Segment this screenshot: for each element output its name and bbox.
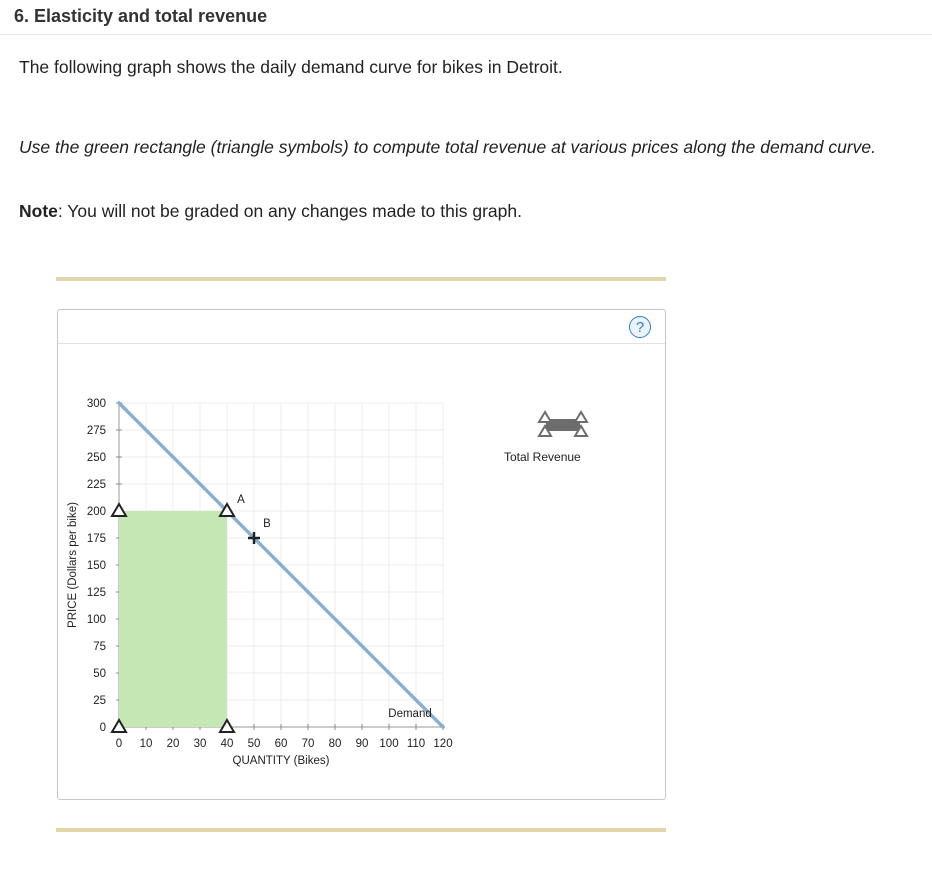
title-divider — [0, 34, 932, 35]
y-tick-label-75: 75 — [93, 641, 106, 653]
y-tick-label-50: 50 — [93, 668, 106, 680]
x-tick-label-50: 50 — [247, 738, 261, 750]
y-tick-label-200: 200 — [86, 506, 106, 518]
x-tick-label-10: 10 — [139, 738, 153, 750]
x-tick-label-0: 0 — [115, 738, 123, 750]
x-tick-label-40: 40 — [220, 738, 234, 750]
note-label: Note — [19, 201, 58, 221]
y-tick-label-225: 225 — [86, 479, 106, 491]
x-tick-label-30: 30 — [193, 738, 207, 750]
x-tick-label-20: 20 — [166, 738, 180, 750]
chart-marks — [112, 403, 443, 732]
point-b-label: B — [263, 518, 271, 530]
legend-handle-top-right[interactable] — [575, 412, 587, 422]
x-axis-label: QUANTITY (Bikes) — [232, 755, 330, 767]
y-tick-label-100: 100 — [86, 614, 106, 626]
y-tick-label-275: 275 — [86, 425, 106, 437]
demand-chart — [58, 310, 665, 799]
x-tick-label-110: 110 — [406, 738, 426, 750]
y-tick-label-175: 175 — [86, 533, 106, 545]
rectangle-handle-price[interactable] — [112, 504, 126, 516]
legend-handle-top-left[interactable] — [539, 412, 551, 422]
total-revenue-rectangle[interactable] — [119, 511, 227, 727]
intro-text: The following graph shows the daily demand curve for bikes in Detroit. — [19, 57, 563, 77]
x-tick-label-120: 120 — [433, 738, 453, 750]
top-divider — [56, 277, 666, 281]
y-tick-label-250: 250 — [86, 452, 106, 464]
x-tick-label-60: 60 — [274, 738, 288, 750]
y-tick-label-150: 150 — [86, 560, 106, 572]
instruction-text: Use the green rectangle (triangle symbols) to compute total revenue at various prices along the demand curve. — [19, 137, 876, 157]
x-tick-label-70: 70 — [301, 738, 315, 750]
note-text — [19, 201, 522, 222]
note-body: : You will not be graded on any changes made to this graph. — [57, 201, 522, 221]
y-tick-label-0: 0 — [99, 722, 106, 734]
help-button[interactable]: ? — [629, 316, 651, 338]
x-tick-label-90: 90 — [355, 738, 369, 750]
bottom-divider — [56, 828, 666, 832]
y-tick-label-300: 300 — [86, 398, 106, 410]
y-axis-label: PRICE (Dollars per bike) — [67, 502, 79, 628]
y-tick-label-125: 125 — [86, 587, 106, 599]
y-tick-label-25: 25 — [93, 695, 106, 707]
legend-label-total-revenue: Total Revenue — [504, 450, 581, 464]
x-tick-label-80: 80 — [328, 738, 342, 750]
question-title: 6. Elasticity and total revenue — [14, 6, 268, 26]
legend-palette — [539, 412, 587, 436]
point-a-label: A — [237, 494, 245, 506]
x-tick-label-100: 100 — [379, 738, 399, 750]
graph-panel — [57, 309, 666, 800]
demand-label: Demand — [388, 708, 432, 720]
